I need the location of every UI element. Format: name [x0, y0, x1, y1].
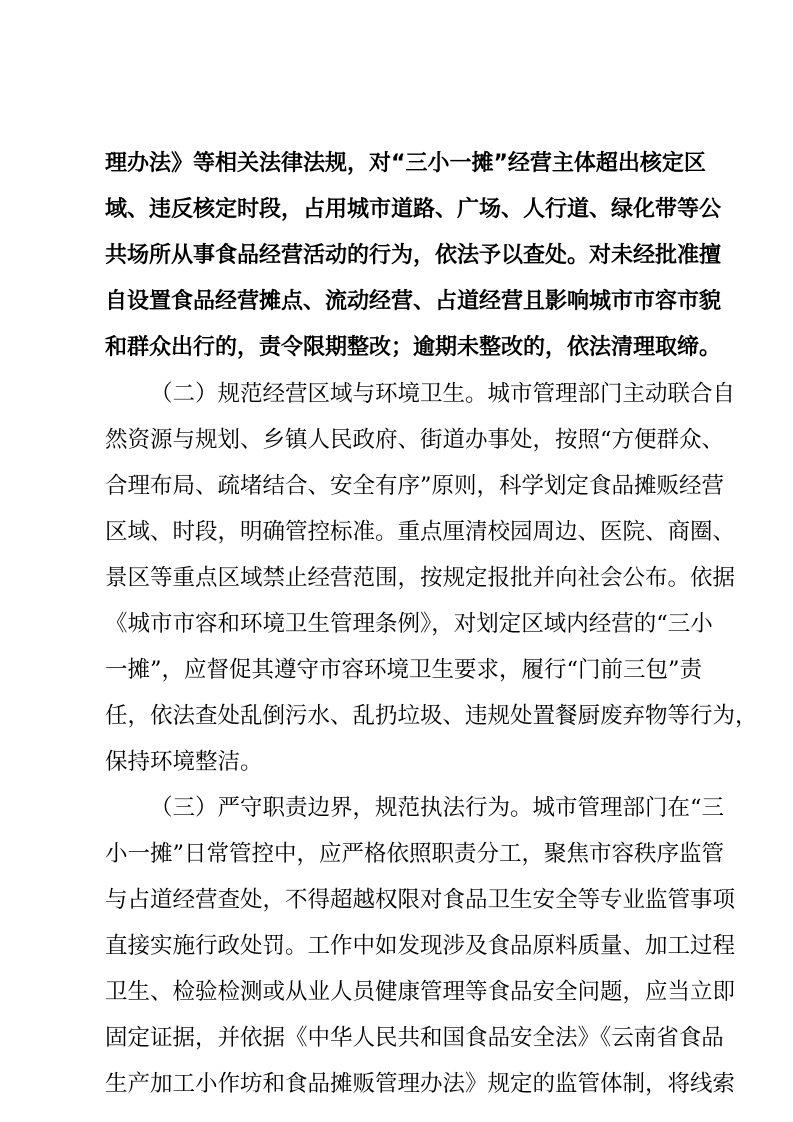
text-line-12: 一摊”，应督促其遵守市容环境卫生要求，履行“门前三包”责 [105, 657, 703, 683]
text-line-2: 域、违反核定时段，占用城市道路、广场、人行道、绿化带等公 [105, 197, 722, 222]
text-line-5: 和群众出行的，责令限期整改；逾期未整改的，依法清理取缔。 [105, 335, 722, 360]
text-line-20: 固定证据，并依据《中华人民共和国食品安全法》《云南省食品 [105, 1025, 724, 1051]
text-line-15: （三）严守职责边界，规范执法行为。城市管理部门在“三 [150, 795, 725, 821]
text-line-13: 任，依法查处乱倒污水、乱扔垃圾、违规处置餐厨废弃物等行为， [105, 703, 758, 729]
text-line-18: 直接实施行政处罚。工作中如发现涉及食品原料质量、加工过程 [105, 933, 736, 959]
text-line-14: 保持环境整洁。 [105, 749, 263, 775]
text-line-9: 区域、时段，明确管控标准。重点厘清校园周边、医院、商圈、 [105, 519, 736, 545]
text-line-4: 自设置食品经营摊点、流动经营、占道经营且影响城市市容市貌 [105, 289, 722, 314]
text-line-17: 与占道经营查处，不得超越权限对食品卫生安全等专业监管事项 [105, 887, 736, 913]
text-line-1: 理办法》等相关法律法规，对“三小一摊”经营主体超出核定区 [105, 151, 706, 176]
text-line-7: 然资源与规划、乡镇人民政府、街道办事处，按照“方便群众、 [105, 427, 725, 453]
text-line-10: 景区等重点区域禁止经营范围，按规定报批并向社会公布。依据 [105, 565, 736, 591]
text-line-19: 卫生、检验检测或从业人员健康管理等食品安全问题，应当立即 [105, 979, 736, 1005]
text-line-3: 共场所从事食品经营活动的行为，依法予以查处。对未经批准擅 [105, 243, 722, 268]
text-line-8: 合理布局、疏堵结合、安全有序”原则，科学划定食品摊贩经营 [105, 473, 725, 499]
text-line-16: 小一摊”日常管控中，应严格依照职责分工，聚焦市容秩序监管 [105, 841, 725, 867]
text-line-11: 《城市市容和环境卫生管理条例》，对划定区域内经营的“三小 [105, 611, 713, 637]
text-line-21: 生产加工小作坊和食品摊贩管理办法》规定的监管体制，将线索 [105, 1071, 736, 1097]
text-line-6: （二）规范经营区域与环境卫生。城市管理部门主动联合自 [150, 381, 736, 407]
